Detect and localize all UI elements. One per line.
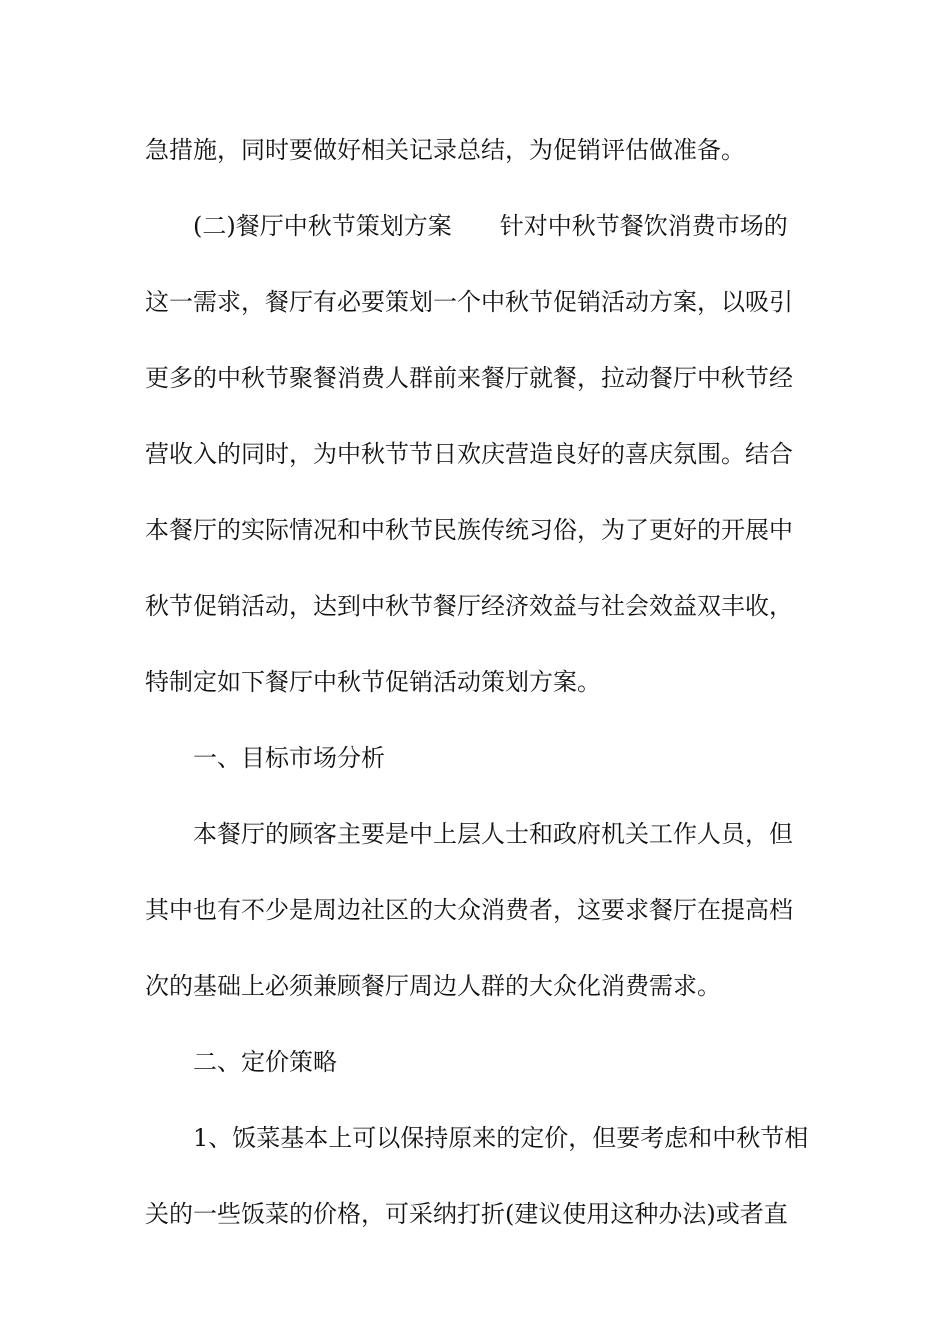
- text-line-6: 本餐厅的实际情况和中秋节民族传统习俗，为了更好的开展中: [145, 516, 793, 544]
- text-line-11: 其中也有不少是周边社区的大众消费者，这要求餐厅在提高档: [145, 896, 793, 924]
- text-line-5: 营收入的同时，为中秋节节日欢庆营造良好的喜庆氛围。结合: [145, 440, 793, 468]
- text-line-3: 这一需求，餐厅有必要策划一个中秋节促销活动方案，以吸引: [145, 288, 793, 316]
- text-line-14: 1、饭菜基本上可以保持原来的定价，但要考虑和中秋节相: [193, 1124, 809, 1152]
- section-heading-restaurant-plan: (二)餐厅中秋节策划方案: [193, 212, 452, 240]
- text-line-8: 特制定如下餐厅中秋节促销活动策划方案。: [145, 668, 601, 696]
- section-heading-pricing: 二、定价策略: [193, 1048, 337, 1076]
- text-line-10: 本餐厅的顾客主要是中上层人士和政府机关工作人员，但: [193, 820, 793, 848]
- text-line-15: 关的一些饭菜的价格，可采纳打折(建议使用这种办法)或者直: [145, 1200, 788, 1228]
- paragraph-start: 针对中秋节餐饮消费市场的: [499, 212, 788, 240]
- text-line-1: 急措施，同时要做好相关记录总结，为促销评估做准备。: [145, 136, 745, 164]
- text-line-2: [193, 206, 815, 246]
- text-line-7: 秋节促销活动，达到中秋节餐厅经济效益与社会效益双丰收，: [145, 592, 793, 620]
- text-line-4: 更多的中秋节聚餐消费人群前来餐厅就餐，拉动餐厅中秋节经: [145, 364, 793, 392]
- text-line-12: 次的基础上必须兼顾餐厅周边人群的大众化消费需求。: [145, 972, 721, 1000]
- section-heading-target-market: 一、目标市场分析: [193, 744, 385, 772]
